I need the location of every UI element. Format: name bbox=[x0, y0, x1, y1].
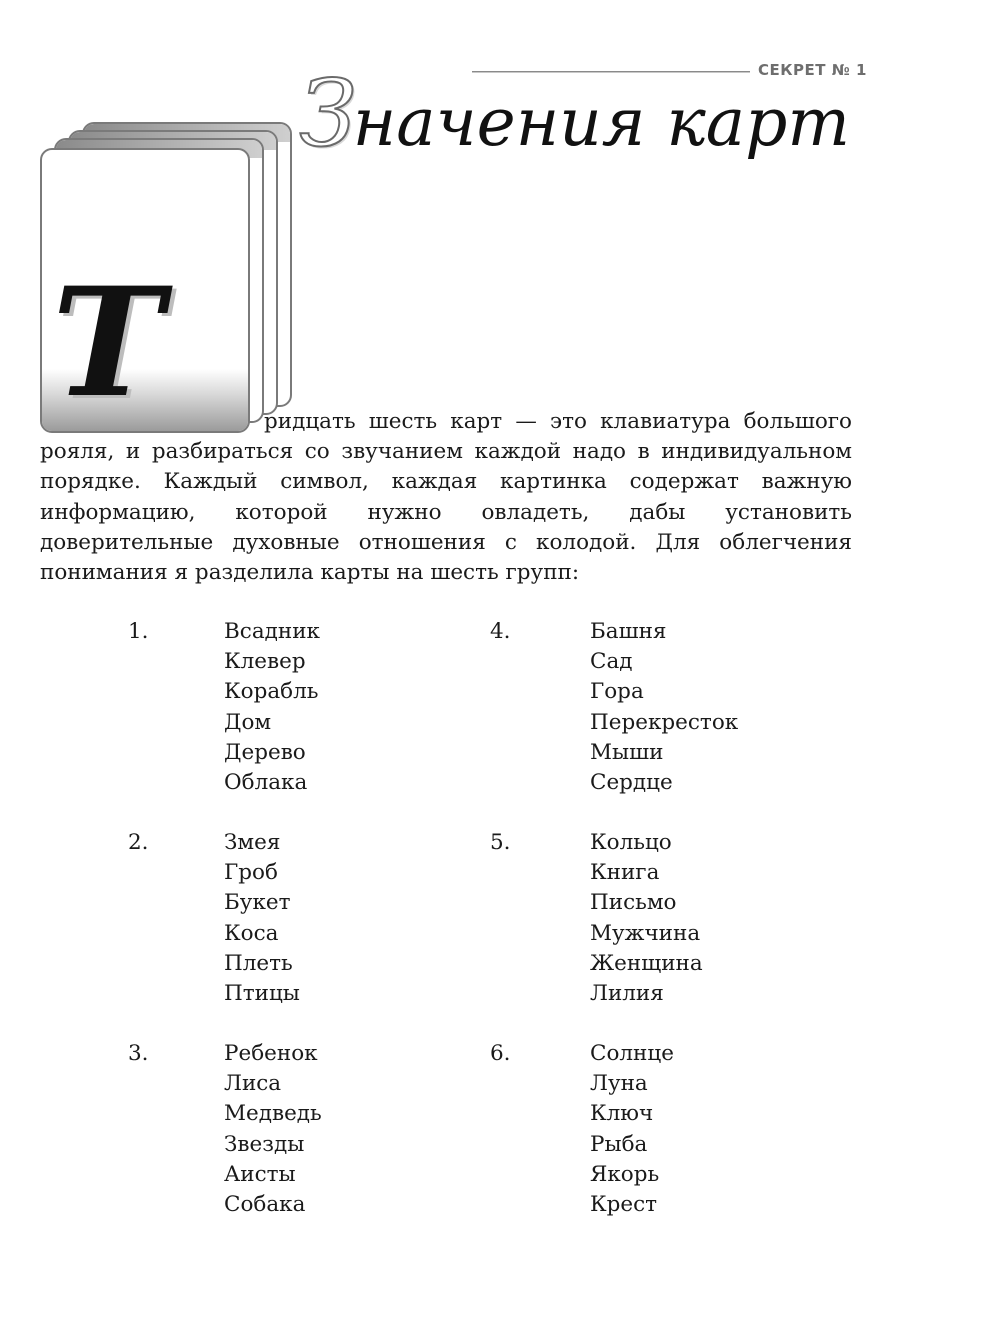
card-name: Башня bbox=[590, 619, 667, 644]
card-name: Дом bbox=[224, 709, 272, 735]
card-name: Собака bbox=[224, 1192, 306, 1218]
card-name: Мыши bbox=[590, 739, 664, 765]
group-number: 5. bbox=[490, 830, 511, 855]
card-name: Ключ bbox=[590, 1101, 654, 1127]
card-name: Книга bbox=[590, 860, 660, 886]
card-name: Дерево bbox=[224, 739, 306, 765]
card-name: Сад bbox=[590, 649, 633, 675]
card-name: Букет bbox=[224, 890, 291, 916]
section-label: СЕКРЕТ № 1 bbox=[758, 61, 867, 79]
intro-paragraph bbox=[40, 407, 852, 588]
title-initial: З bbox=[299, 60, 357, 167]
group-card-list bbox=[224, 1039, 322, 1220]
group-card-list bbox=[590, 828, 703, 1009]
card-name: Аисты bbox=[224, 1161, 296, 1187]
card-name: Корабль bbox=[224, 679, 319, 705]
card-name: Мужчина bbox=[590, 920, 701, 946]
card-name: Лилия bbox=[590, 981, 664, 1007]
group-number: 6. bbox=[490, 1041, 511, 1066]
card-name: Луна bbox=[590, 1071, 648, 1097]
card-name: Гора bbox=[590, 679, 644, 705]
group-card-list bbox=[224, 617, 320, 798]
group-card-list bbox=[590, 1039, 674, 1220]
card-name: Плеть bbox=[224, 950, 293, 976]
card-name: Медведь bbox=[224, 1101, 322, 1127]
card-name: Перекресток bbox=[590, 709, 739, 735]
title-text: начения карт bbox=[352, 84, 850, 161]
card-name: Кольцо bbox=[590, 830, 672, 855]
intro-text: ридцать шесть карт — это клавиатура большого рояля, и разбираться со звучанием каждой надо в индивидуальном порядке. Каждый символ, каждая картинка содержат важную информацию, которой нужно овладеть, дабы установить доверительные духовные отношения с колодой. Для облегчения понимания я разделила карты на шесть групп: bbox=[40, 409, 852, 586]
page-title bbox=[299, 60, 850, 167]
card-name: Всадник bbox=[224, 619, 320, 644]
card-name: Крест bbox=[590, 1192, 658, 1218]
group-number: 4. bbox=[490, 619, 511, 644]
card-name: Облака bbox=[224, 770, 308, 796]
card-name: Гроб bbox=[224, 860, 278, 886]
card-name: Коса bbox=[224, 920, 279, 946]
group-number: 3. bbox=[128, 1041, 149, 1066]
card-name: Солнце bbox=[590, 1041, 674, 1066]
group-card-list bbox=[590, 617, 738, 798]
card-name: Ребенок bbox=[224, 1041, 318, 1066]
card-name: Клевер bbox=[224, 649, 306, 675]
drop-cap: Т bbox=[52, 255, 164, 431]
card-name: Письмо bbox=[590, 890, 677, 916]
card-name: Змея bbox=[224, 830, 281, 855]
group-card-list bbox=[224, 828, 300, 1009]
card-name: Лиса bbox=[224, 1071, 282, 1097]
group-number: 2. bbox=[128, 830, 149, 855]
card-name: Звезды bbox=[224, 1131, 305, 1157]
card-name: Женщина bbox=[590, 950, 703, 976]
card-name: Рыба bbox=[590, 1131, 648, 1157]
group-number: 1. bbox=[128, 619, 149, 644]
card-name: Птицы bbox=[224, 981, 300, 1007]
card-name: Якорь bbox=[590, 1161, 660, 1187]
card-name: Сердце bbox=[590, 770, 673, 796]
